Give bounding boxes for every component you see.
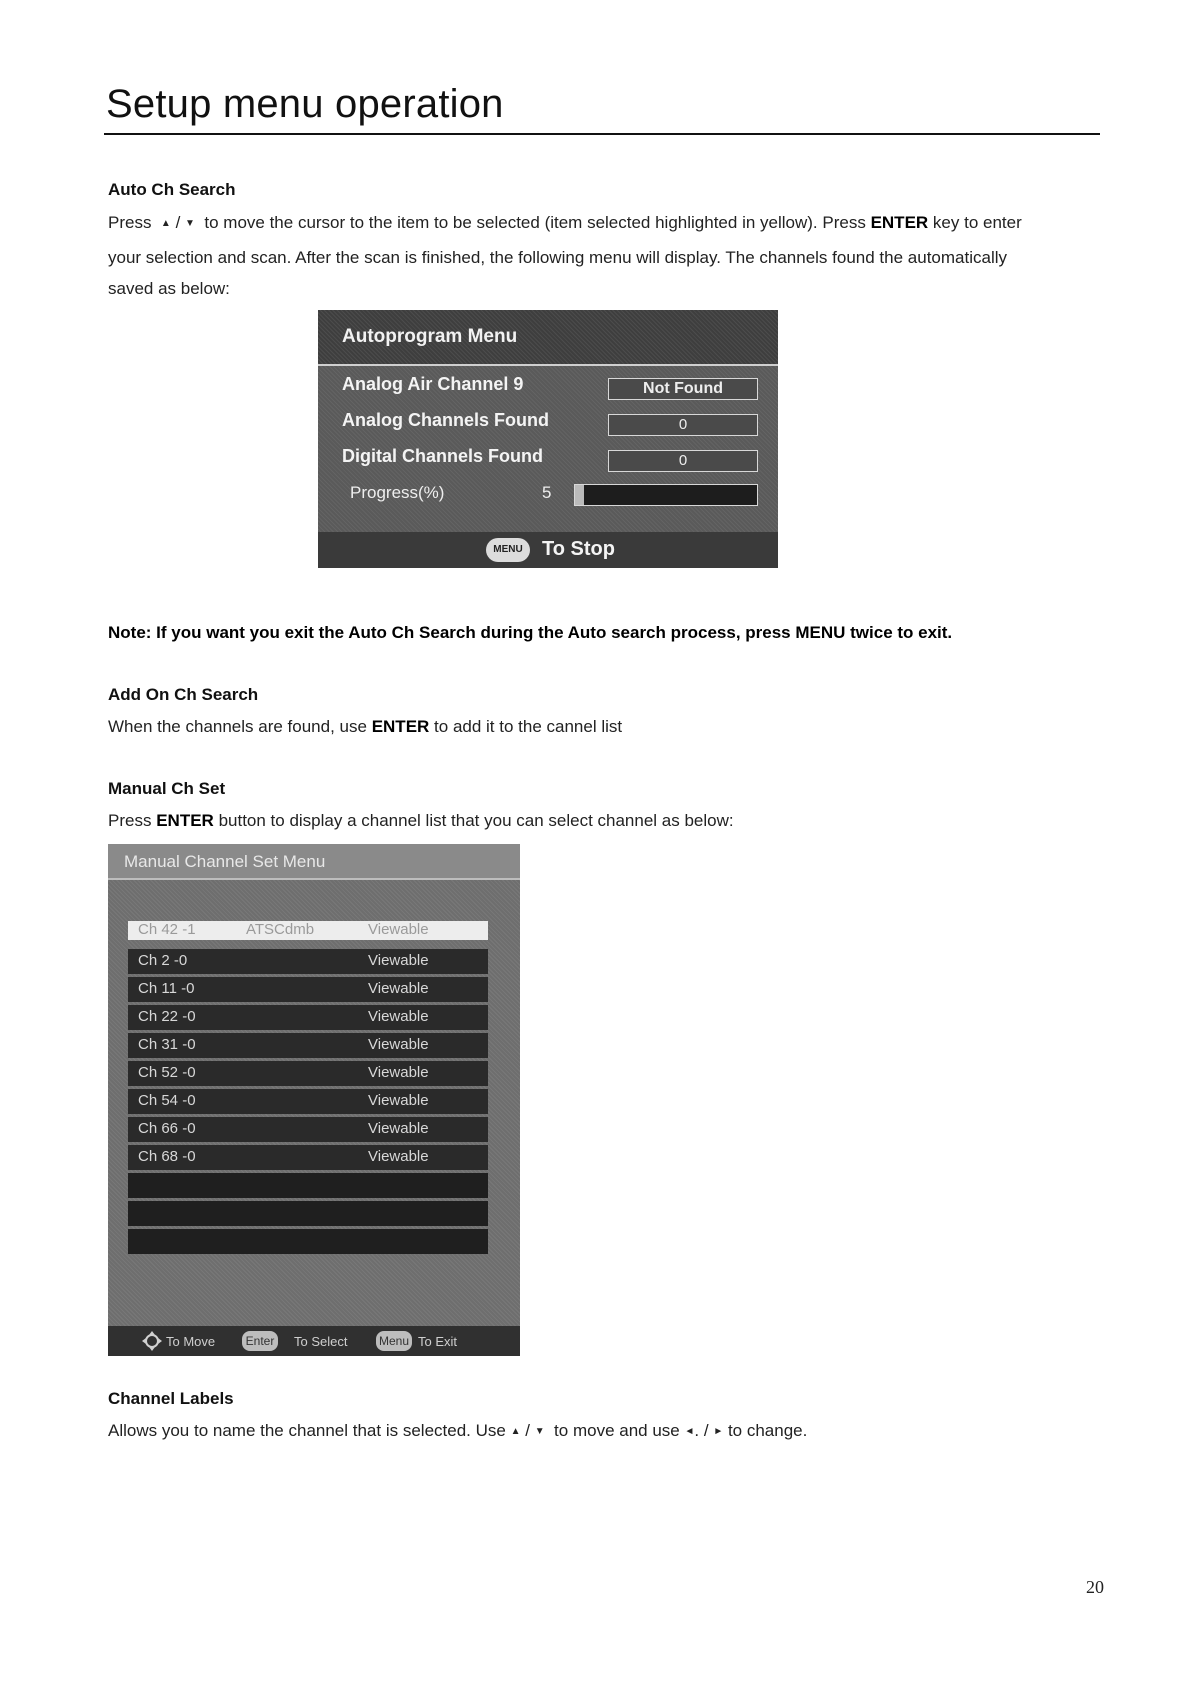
navigate-arrows-icon (142, 1331, 162, 1351)
channel-row-empty (128, 1201, 488, 1226)
manual-ch-set-text: Press ENTER button to display a channel list that you can select channel as below: (108, 811, 734, 830)
to-move-label: To Move (166, 1334, 216, 1349)
channel-labels-text: Allows you to name the channel that is selected. Use ▲ / ▼ to move and use ◄. / ► to change. (108, 1415, 1108, 1450)
title-divider (104, 133, 1100, 135)
manual-ch-set-heading: Manual Ch Set (108, 779, 226, 798)
auto-ch-search-heading: Auto Ch Search (108, 180, 236, 199)
channel-row[interactable]: Ch 66 -0 Viewable (128, 1117, 488, 1142)
channel-row-empty (128, 1229, 488, 1254)
channel-row[interactable]: Ch 31 -0 Viewable (128, 1033, 488, 1058)
autoprogram-menu-screen (318, 310, 778, 568)
digital-channels-found-value: 0 (608, 450, 758, 472)
channel-row-selected[interactable]: Ch 42 -1 ATSCdmb Viewable (128, 921, 488, 940)
auto-ch-search-text: Press ▲ / ▼ to move the cursor to the item to be selected (item selected highlighted in yellow). Press ENTER key to enter your selection and scan. After the scan is finished, the following menu will display. The channels found the automatically saved as below: (108, 207, 1108, 305)
channel-labels-heading: Channel Labels (108, 1389, 234, 1408)
analog-channels-found-label: Analog Channels Found (342, 410, 549, 430)
channel-list (128, 921, 488, 1257)
progress-bar (574, 484, 758, 506)
menu-key-icon: MENU (486, 538, 530, 562)
channel-row[interactable]: Ch 68 -0 Viewable (128, 1145, 488, 1170)
left-arrow-icon: ◄ (684, 1426, 695, 1437)
manual-channel-footer (108, 1326, 520, 1356)
progress-label: Progress(%) (350, 483, 445, 502)
to-stop-label: To Stop (542, 538, 615, 560)
autoprogram-menu-title: Autoprogram Menu (342, 326, 518, 347)
manual-channel-menu-screen (108, 844, 520, 1356)
add-on-ch-search-heading: Add On Ch Search (108, 685, 259, 704)
manual-channel-menu-header (108, 844, 520, 880)
autoprogram-menu-header (318, 310, 778, 366)
analog-air-channel-value: Not Found (608, 378, 758, 400)
progress-value: 5 (542, 483, 552, 502)
page-number: 20 (1086, 1577, 1104, 1597)
channel-row[interactable]: Ch 11 -0 Viewable (128, 977, 488, 1002)
analog-channels-found-value: 0 (608, 414, 758, 436)
menu-key-icon: Menu (376, 1331, 412, 1351)
add-on-ch-search-text: When the channels are found, use ENTER to add it to the cannel list (108, 717, 623, 736)
channel-row[interactable]: Ch 2 -0 Viewable (128, 949, 488, 974)
to-select-label: To Select (294, 1334, 348, 1349)
up-arrow-icon: ▲ (160, 218, 171, 229)
right-arrow-icon: ► (713, 1426, 724, 1437)
page-title: Setup menu operation (106, 82, 504, 126)
channel-row-empty (128, 1173, 488, 1198)
manual-channel-menu-title: Manual Channel Set Menu (124, 852, 326, 871)
enter-key-icon: Enter (242, 1331, 278, 1351)
channel-row[interactable]: Ch 54 -0 Viewable (128, 1089, 488, 1114)
channel-row[interactable]: Ch 52 -0 Viewable (128, 1061, 488, 1086)
to-exit-label: To Exit (418, 1334, 458, 1349)
progress-bar-fill (575, 485, 584, 505)
analog-air-channel-label: Analog Air Channel 9 (342, 374, 524, 394)
down-arrow-icon: ▼ (534, 1426, 545, 1437)
autoprogram-footer (318, 532, 778, 568)
channel-row[interactable]: Ch 22 -0 Viewable (128, 1005, 488, 1030)
note-text: Note: If you want you exit the Auto Ch Search during the Auto search process, press MENU twice to exit. (108, 623, 953, 642)
down-arrow-icon: ▼ (185, 218, 195, 229)
up-arrow-icon: ▲ (510, 1426, 521, 1437)
digital-channels-found-label: Digital Channels Found (342, 446, 543, 466)
